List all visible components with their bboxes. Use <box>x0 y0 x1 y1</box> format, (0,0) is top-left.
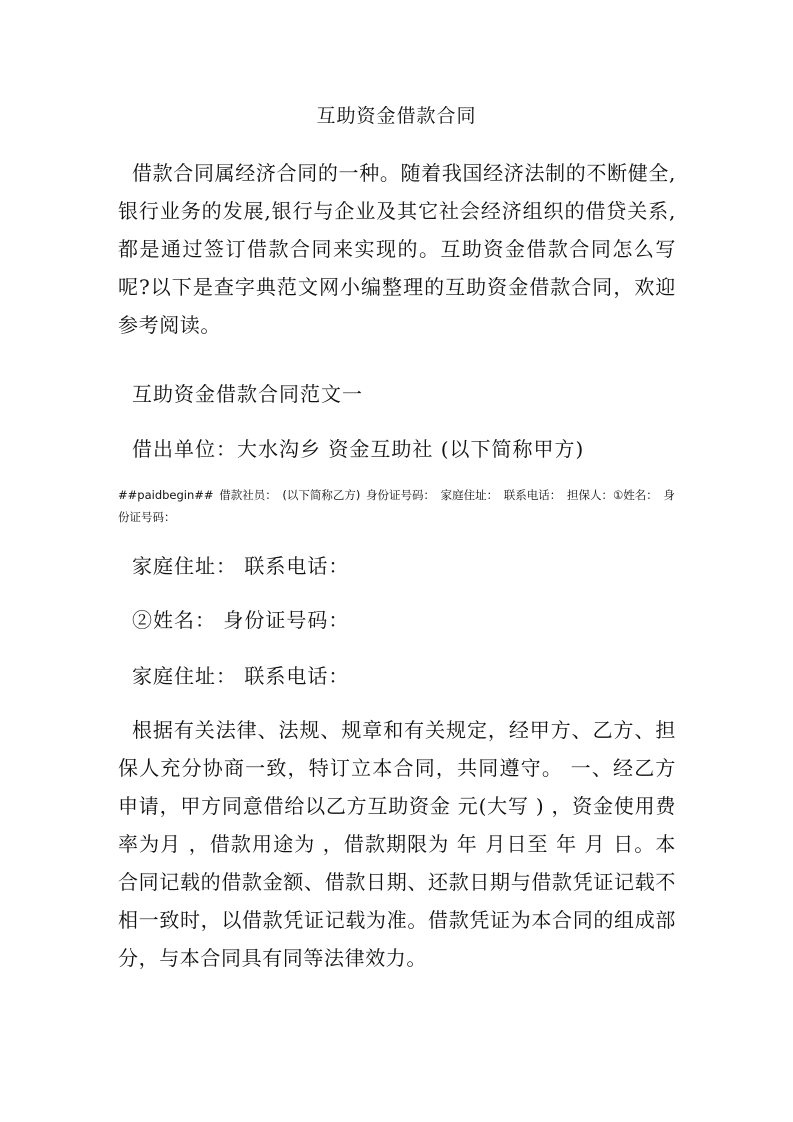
borrower-info-block: ##paidbegin## 借款社员： (以下简称乙方) 身份证号码： 家庭住址： 联系电话： 担保人：①姓名： 身份证号码： <box>118 488 675 524</box>
contract-body-paragraph: 根据有关法律、法规、规章和有关规定，经甲方、乙方、担保人充分协商一致，特订立本合同，共同遵守。 一、经乙方申请，甲方同意借给以乙方互助资金 元(大写 ) ，资金使用费率为月 ，借款用途为 ，借款期限为 年 月日至 年 月 日。本合同记载的借款金额、借款日期、还款日期与借款凭证记载不相一致时，以借款凭证记载为准。借款凭证为本合同的组成部分，与本合同具有同等法律效力。 <box>118 718 676 970</box>
intro-paragraph: 借款合同属经济合同的一种。随着我国经济法制的不断健全,银行业务的发展,银行与企业及其它社会经济组织的借贷关系,都是通过签订借款合同来实现的。互助资金借款合同怎么写呢?以下是查字典范文网小编整理的互助资金借款合同，欢迎参考阅读。 <box>118 161 676 337</box>
document-title: 互助资金借款合同 <box>316 105 477 127</box>
guarantor-2-line: ②姓名： 身份证号码： <box>132 608 350 632</box>
lender-line: 借出单位：大水沟乡 资金互助社 (以下简称甲方) <box>132 437 585 461</box>
address-line-1: 家庭住址： 联系电话： <box>132 554 350 578</box>
section-heading: 互助资金借款合同范文一 <box>132 382 363 406</box>
address-line-2: 家庭住址： 联系电话： <box>132 664 350 688</box>
